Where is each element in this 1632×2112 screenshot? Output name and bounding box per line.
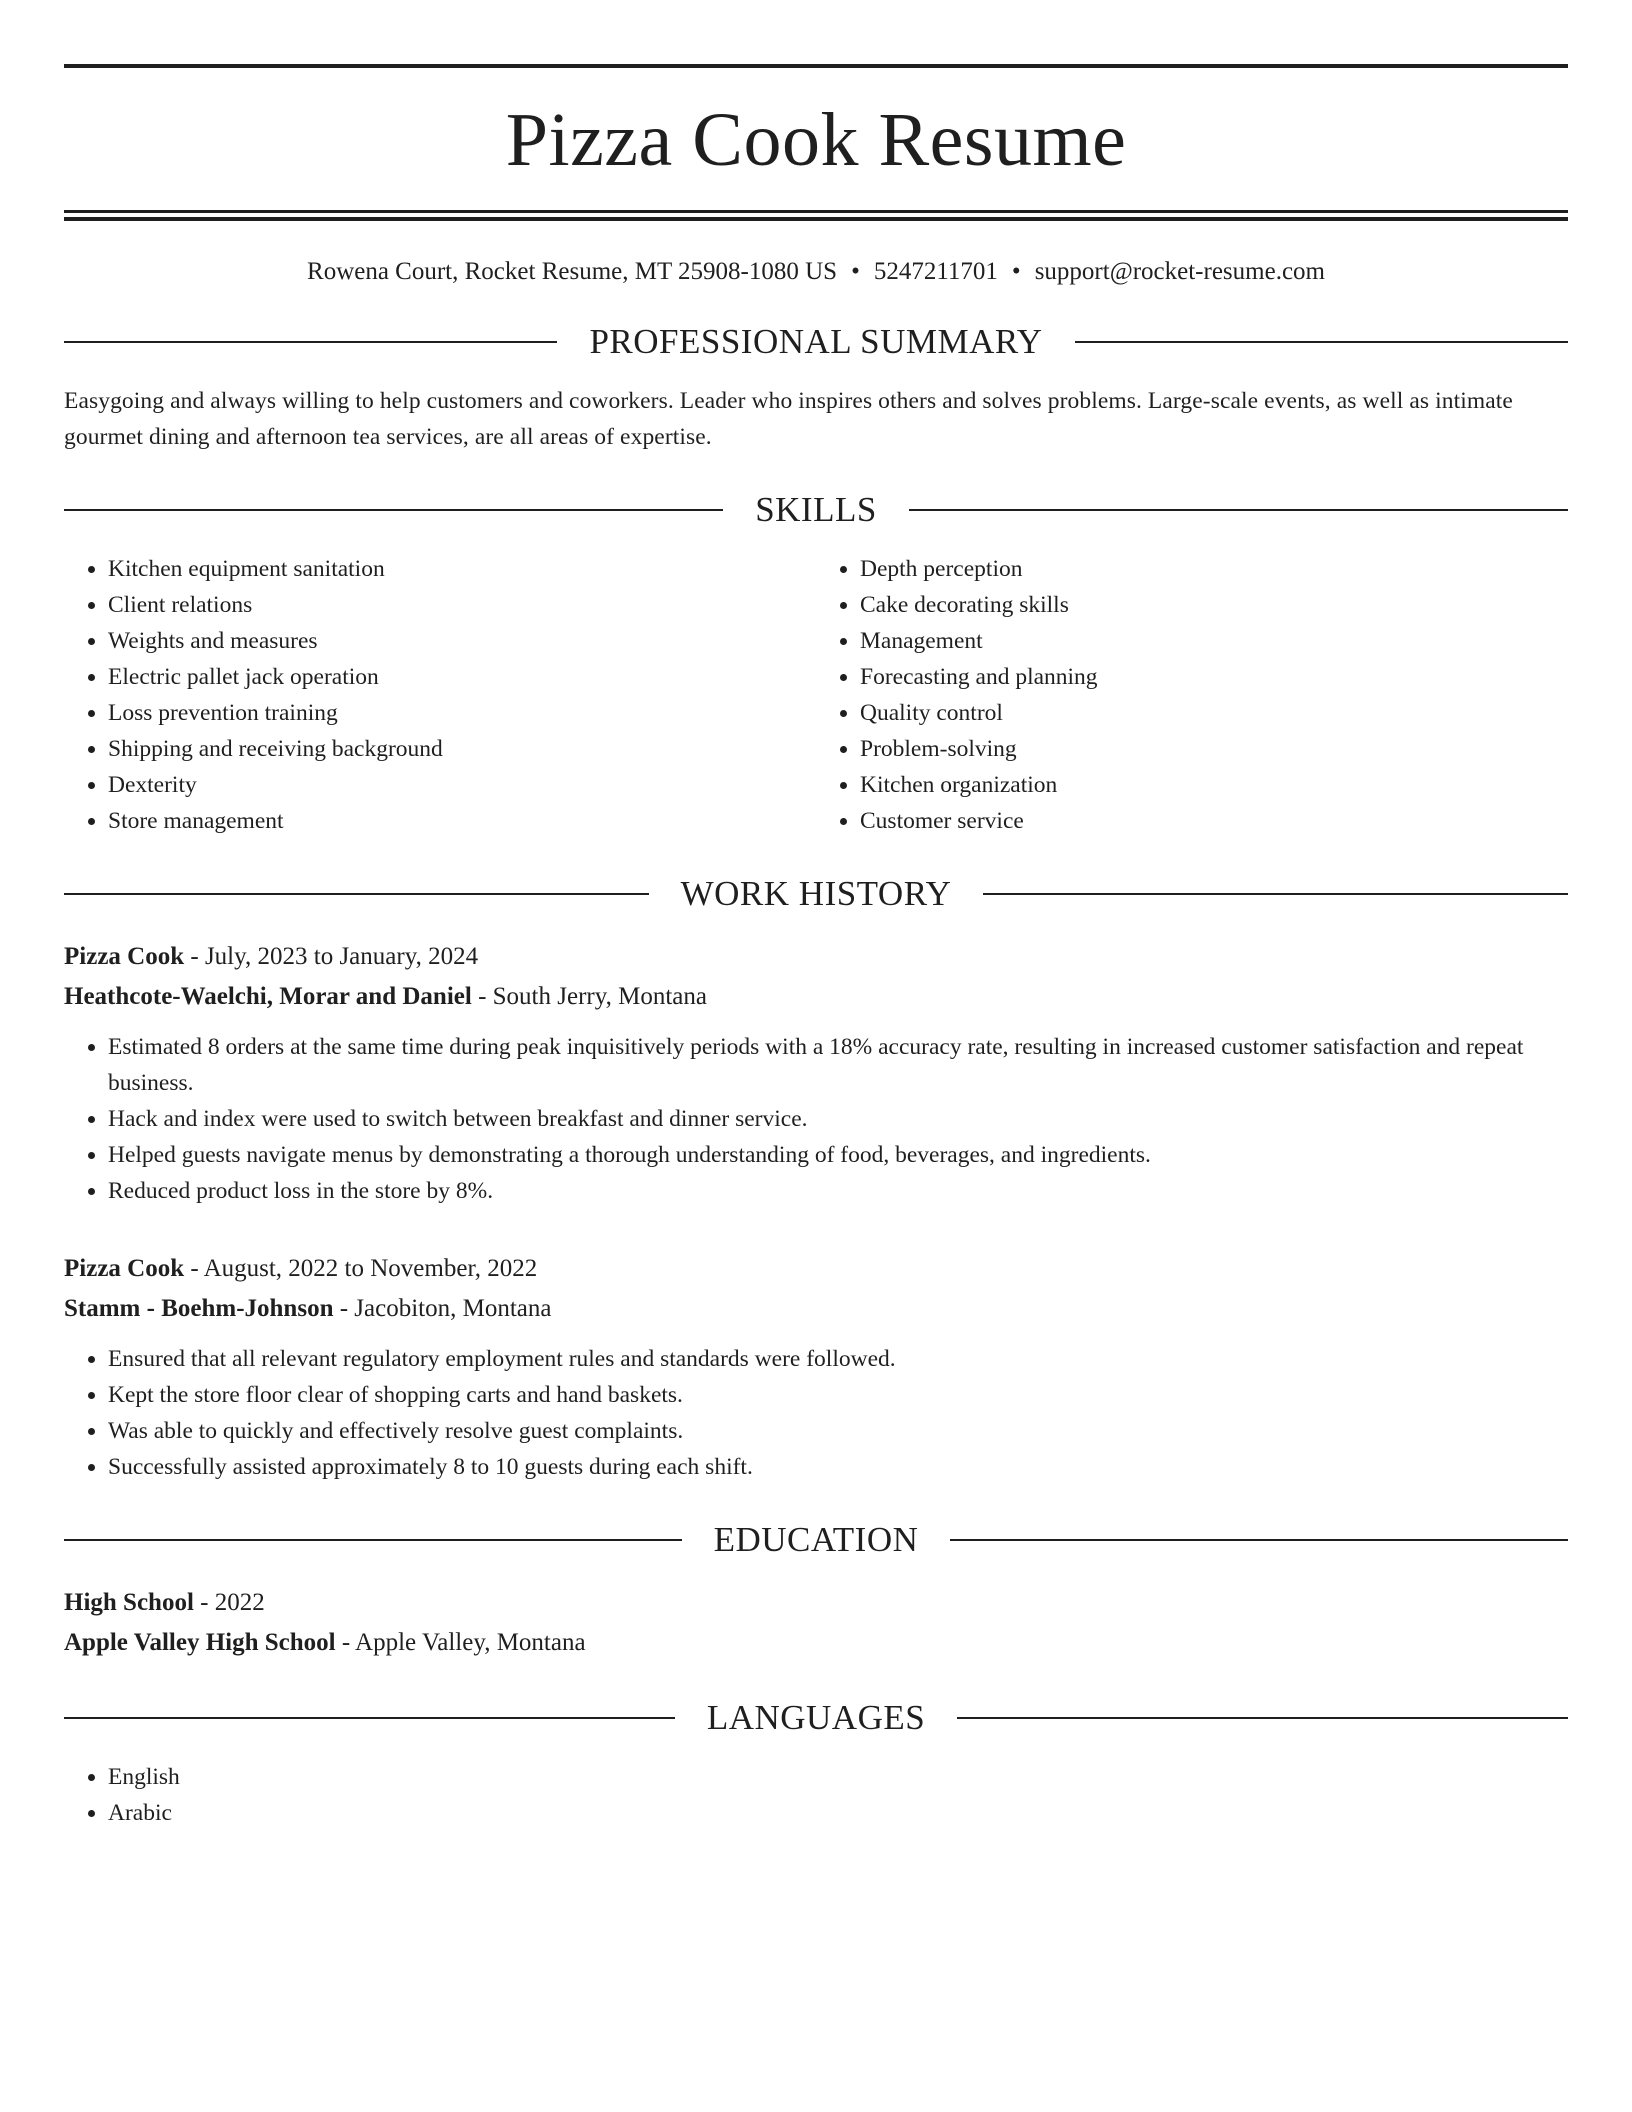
heading-rule-left <box>64 509 723 511</box>
job-location: - South Jerry, Montana <box>471 983 707 1010</box>
summary-text: Easygoing and always willing to help customers and coworkers. Leader who inspires others and solves problems. Large-scale events, as well as intimate gourmet dining and afternoon tea services, are all areas of expertise. <box>64 388 1513 450</box>
job-location: - Jacobiton, Montana <box>333 1295 552 1322</box>
contact-separator: • <box>851 258 860 285</box>
contact-line <box>64 257 1568 287</box>
resume-title: Pizza Cook Resume <box>505 98 1127 182</box>
job-bullets <box>64 1341 1568 1485</box>
education-heading-label: EDUCATION <box>713 1520 919 1559</box>
language-item: • Arabic <box>108 1795 1568 1831</box>
title-double-rule <box>64 210 1568 221</box>
skills-list-right <box>816 551 1568 839</box>
skill-item: • Kitchen organization <box>860 767 1568 803</box>
heading-rule-right <box>1075 341 1568 343</box>
contact-email: support@rocket-resume.com <box>1034 258 1325 285</box>
work-heading-label: WORK HISTORY <box>680 874 952 913</box>
summary-heading-label: PROFESSIONAL SUMMARY <box>589 322 1043 361</box>
heading-rule-left <box>64 1717 675 1719</box>
heading-rule-right <box>950 1539 1568 1541</box>
education-school: Apple Valley High School <box>64 1629 336 1656</box>
language-item: • English <box>108 1759 1568 1795</box>
job-bullet: • Reduced product loss in the store by 8%. <box>108 1173 1568 1209</box>
job-company-line <box>64 977 1568 1017</box>
skill-item: • Management <box>860 623 1568 659</box>
skill-item: • Cake decorating skills <box>860 587 1568 623</box>
job-bullet: • Kept the store floor clear of shopping carts and hand baskets. <box>108 1377 1568 1413</box>
education-entry <box>64 1583 1568 1663</box>
job-company-line <box>64 1289 1568 1329</box>
job-title-line <box>64 937 1568 977</box>
skill-item: • Quality control <box>860 695 1568 731</box>
job-bullet: • Helped guests navigate menus by demonstrating a thorough understanding of food, beverages, and ingredients. <box>108 1137 1568 1173</box>
skills-list-left <box>64 551 816 839</box>
education-degree-line <box>64 1583 1568 1623</box>
skill-item: • Forecasting and planning <box>860 659 1568 695</box>
skill-item: • Loss prevention training <box>108 695 816 731</box>
contact-phone: 5247211701 <box>873 258 998 285</box>
job-bullet: • Hack and index were used to switch between breakfast and dinner service. <box>108 1101 1568 1137</box>
heading-rule-left <box>64 341 557 343</box>
skill-item: • Weights and measures <box>108 623 816 659</box>
languages-list <box>64 1759 1568 1831</box>
heading-rule-right <box>909 509 1568 511</box>
work-heading <box>64 873 1568 915</box>
skills-heading-label: SKILLS <box>755 490 877 529</box>
education-heading <box>64 1519 1568 1561</box>
skill-item: • Problem-solving <box>860 731 1568 767</box>
skill-item: • Store management <box>108 803 816 839</box>
skill-item: • Electric pallet jack operation <box>108 659 816 695</box>
heading-rule-right <box>983 893 1568 895</box>
skill-item: • Kitchen equipment sanitation <box>108 551 816 587</box>
education-year: - 2022 <box>193 1589 265 1616</box>
skills-columns <box>64 551 1568 839</box>
job-dates: - July, 2023 to January, 2024 <box>184 943 479 970</box>
skill-item: • Client relations <box>108 587 816 623</box>
heading-rule-left <box>64 1539 682 1541</box>
job-bullet: • Ensured that all relevant regulatory employment rules and standards were followed. <box>108 1341 1568 1377</box>
job-company: Stamm - Boehm-Johnson <box>64 1295 334 1322</box>
skill-item: • Shipping and receiving background <box>108 731 816 767</box>
skills-heading <box>64 489 1568 531</box>
education-degree: High School <box>64 1589 194 1616</box>
skill-item: • Customer service <box>860 803 1568 839</box>
job-title-line <box>64 1249 1568 1289</box>
skill-item: • Depth perception <box>860 551 1568 587</box>
job-entry <box>64 1249 1568 1485</box>
heading-rule-left <box>64 893 649 895</box>
job-bullet: • Successfully assisted approximately 8 to 10 guests during each shift. <box>108 1449 1568 1485</box>
contact-separator: • <box>1011 258 1021 285</box>
job-bullet: • Was able to quickly and effectively resolve guest complaints. <box>108 1413 1568 1449</box>
top-rule <box>64 64 1568 68</box>
languages-heading-label: LANGUAGES <box>706 1698 926 1737</box>
job-bullet: • Estimated 8 orders at the same time during peak inquisitively periods with a 18% accuracy rate, resulting in increased customer satisfaction and repeat business. <box>108 1029 1568 1101</box>
languages-list-wrap <box>64 1759 1568 1831</box>
languages-heading <box>64 1697 1568 1739</box>
summary-heading <box>64 321 1568 363</box>
education-school-line <box>64 1623 1568 1663</box>
job-title: Pizza Cook <box>64 943 185 970</box>
education-location: - Apple Valley, Montana <box>335 1629 586 1656</box>
skill-item: • Dexterity <box>108 767 816 803</box>
heading-rule-right <box>957 1717 1568 1719</box>
job-bullets <box>64 1029 1568 1209</box>
job-dates: - August, 2022 to November, 2022 <box>184 1255 538 1282</box>
job-title: Pizza Cook <box>64 1255 185 1282</box>
job-company: Heathcote-Waelchi, Morar and Daniel <box>64 983 472 1010</box>
contact-address: Rowena Court, Rocket Resume, MT 25908-1080 US <box>307 258 838 285</box>
job-entry <box>64 937 1568 1209</box>
